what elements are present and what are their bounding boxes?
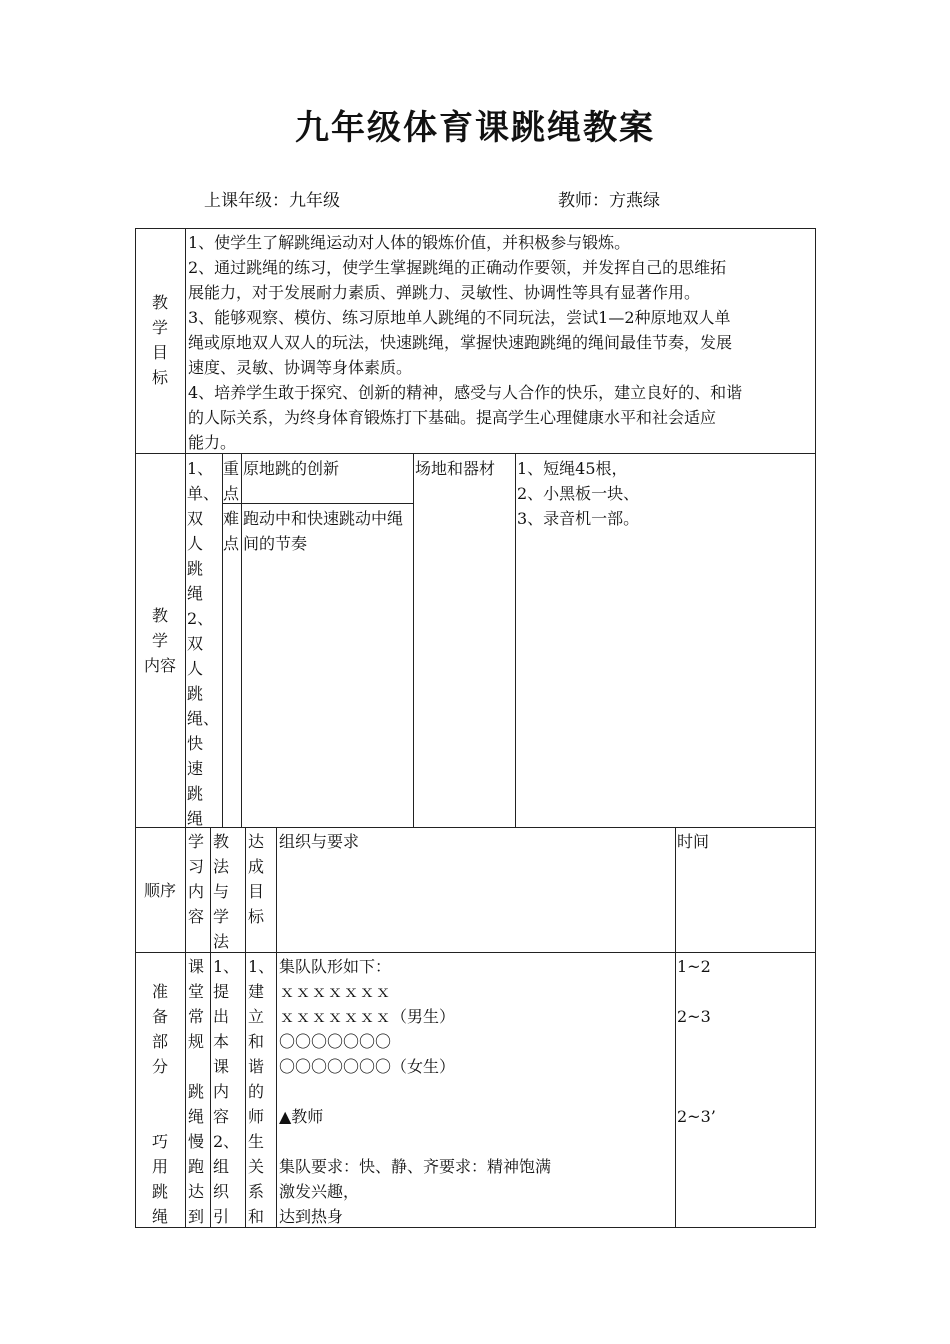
column-divider <box>210 827 211 1228</box>
objectives-line: 4、培养学生敢于探究、创新的精神，感受与人合作的快乐，建立良好的、和谐 <box>188 383 743 402</box>
prep-goal: 1、 建 立 和 谐 的 师 生 关 系 和 <box>248 957 275 1226</box>
org-line: 集队队形如下： <box>279 957 392 976</box>
key-point-label: 重 点 <box>223 459 240 503</box>
org-line <box>279 1079 673 1104</box>
column-divider <box>413 453 414 827</box>
prep-section-label: 准 备 部 分 <box>151 982 168 1076</box>
venue-label: 场地和器材 <box>415 459 496 478</box>
org-line: ｘｘｘｘｘｘｘ <box>279 982 392 1001</box>
org-line: 〇〇〇〇〇〇〇 <box>279 1032 392 1051</box>
org-header: 组织与要求 <box>279 832 360 851</box>
objectives-label: 教 学 目 标 <box>151 293 168 387</box>
prep-study-bottom: 跳 绳 慢 跑 达 到 <box>188 1082 205 1226</box>
prep-method: 1、 提 出 本 课 内 容 2、 组 织 引 <box>213 957 240 1226</box>
difficulty-text: 跑动中和快速跳动中绳间的节奏 <box>243 509 404 553</box>
difficulty-label: 难 点 <box>223 509 240 553</box>
equipment-item: 1、短绳45根， <box>517 459 628 478</box>
goal-header: 达 成 目 标 <box>248 832 265 926</box>
prep-organization <box>279 954 673 1229</box>
prep-study-top: 课 堂 常 规 <box>188 957 205 1051</box>
column-divider <box>515 453 516 827</box>
objectives-line: 速度、灵敏、协调等身体素质。 <box>188 358 413 377</box>
content-items: 1、 单、 双 人 跳 绳 2、 双 人 跳 绳、 快 速 跳 绳 <box>187 459 220 828</box>
content-label: 教 学 内容 <box>143 606 176 675</box>
column-divider <box>245 827 246 1228</box>
org-line: 集队要求：快、静、齐要求：精神饱满 <box>279 1157 552 1176</box>
prep-activity-label: 巧 用 跳 绳 <box>151 1132 168 1226</box>
equipment-item: 2、小黑板一块、 <box>517 484 640 503</box>
objectives-line: 2、通过跳绳的练习，使学生掌握跳绳的正确动作要领，并发挥自己的思维拓 <box>188 258 727 277</box>
objectives-text <box>188 230 814 455</box>
objectives-line: 绳或原地双人双人的玩法，快速跳绳，掌握快速跑跳绳的绳间最佳节奏，发展 <box>188 333 733 352</box>
row-divider <box>135 827 816 828</box>
time-value: 2~3 <box>677 1007 711 1026</box>
column-divider <box>675 827 676 1228</box>
page-title: 九年级体育课跳绳教案 <box>295 108 655 148</box>
column-divider <box>241 453 242 827</box>
objectives-line: 能力。 <box>188 433 237 452</box>
org-line: ｘｘｘｘｘｘｘ（男生） <box>279 1007 456 1026</box>
org-line: ▲教师 <box>279 1107 324 1126</box>
objectives-line: 1、使学生了解跳绳运动对人体的锻炼价值，并积极参与锻炼。 <box>188 233 631 252</box>
grade-label: 上课年级：九年级 <box>204 191 340 211</box>
column-divider <box>276 827 277 1228</box>
objectives-line: 展能力，对于发展耐力素质、弹跳力、灵敏性、协调性等具有显著作用。 <box>188 283 701 302</box>
org-line: 〇〇〇〇〇〇〇（女生） <box>279 1057 456 1076</box>
time-value: 1~2 <box>677 957 711 976</box>
teacher-label: 教师：方燕绿 <box>558 191 660 211</box>
objectives-line: 的人际关系，为终身体育锻炼打下基础。提高学生心理健康水平和社会适应 <box>188 408 717 427</box>
time-header: 时间 <box>677 832 710 851</box>
study-header: 学 习 内 容 <box>188 832 205 926</box>
key-point-text: 原地跳的创新 <box>243 459 340 478</box>
org-line <box>279 1129 673 1154</box>
org-line: 激发兴趣， <box>279 1182 360 1201</box>
column-divider <box>185 228 186 1228</box>
objectives-line: 3、能够观察、模仿、练习原地单人跳绳的不同玩法，尝试1—2种原地双人单 <box>188 308 731 327</box>
row-divider <box>222 503 413 504</box>
org-line: 达到热身 <box>279 1207 344 1226</box>
order-header: 顺序 <box>143 881 176 900</box>
equipment-item: 3、录音机一部。 <box>517 509 640 528</box>
method-header: 教 法 与 学 法 <box>213 832 230 951</box>
time-value: 2~3’ <box>677 1107 716 1126</box>
